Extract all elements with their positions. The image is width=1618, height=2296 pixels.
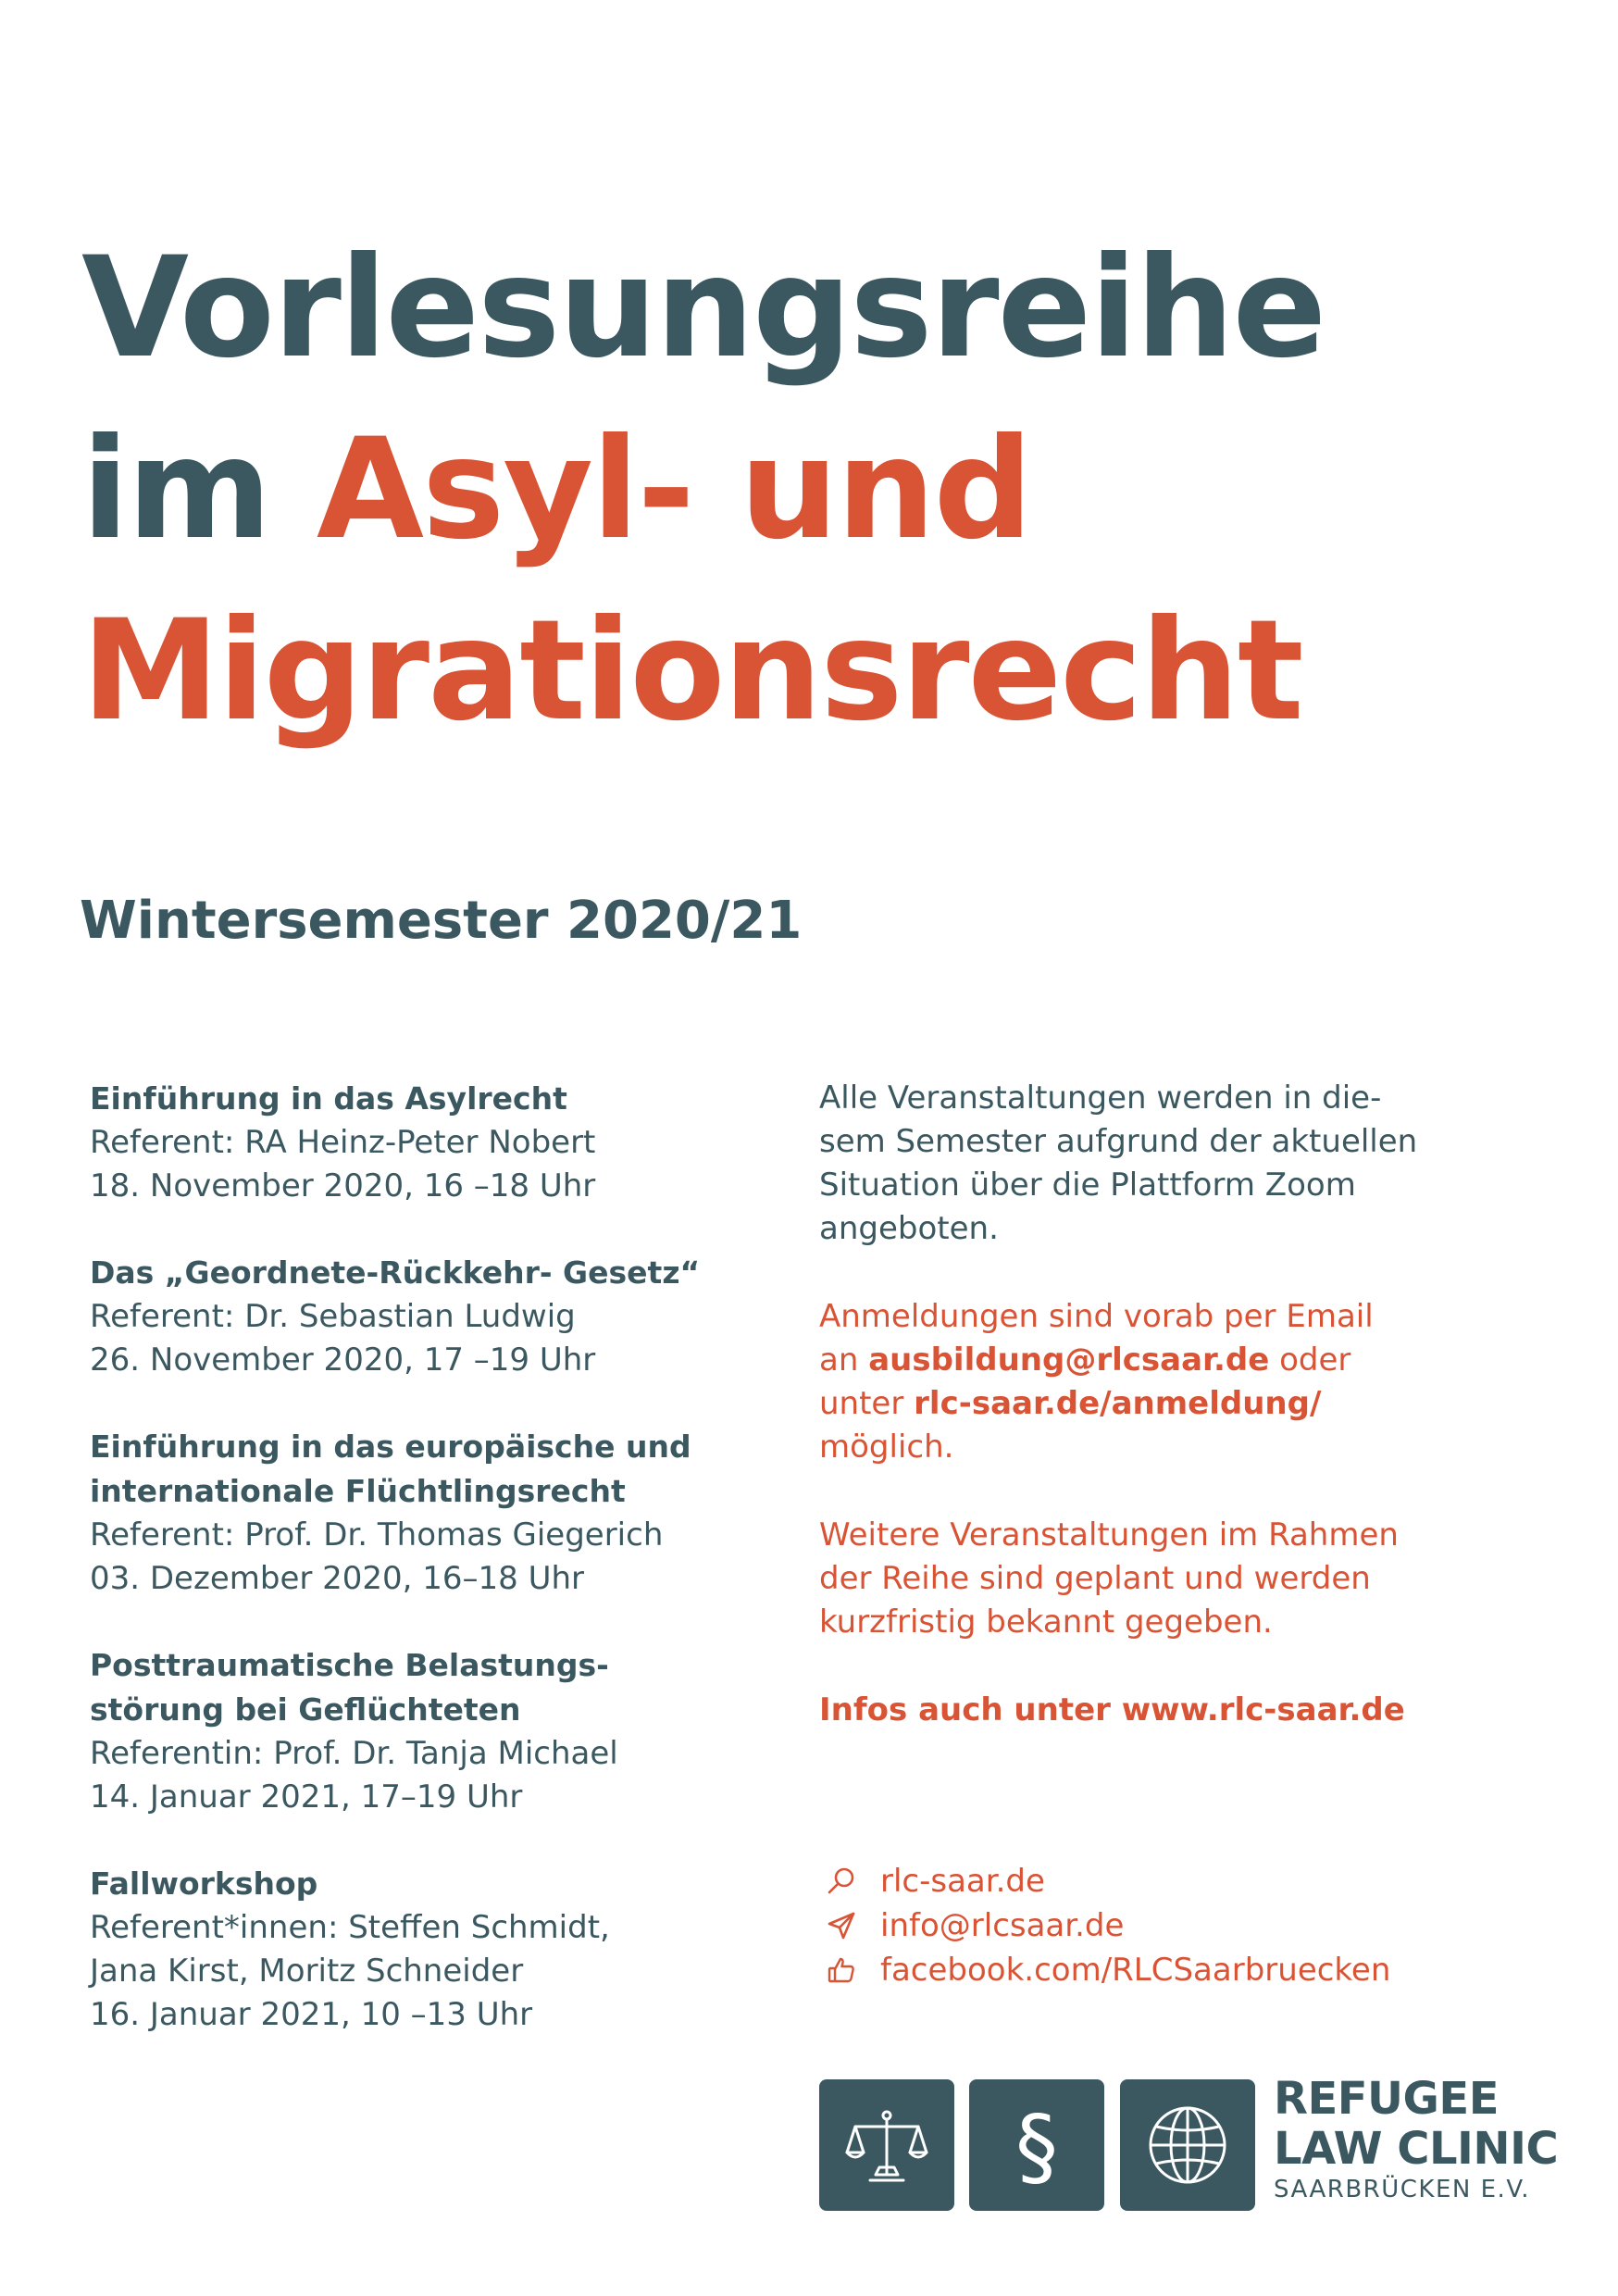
event-title: Das „Geordnete-Rückkehr- Gesetz“ <box>90 1254 701 1291</box>
contact-text: info@rlcsaar.de <box>880 1907 1125 1944</box>
logo-paragraph-tile <box>969 2079 1104 2211</box>
registration-url-link[interactable]: rlc-saar.de/anmeldung/ <box>914 1385 1322 1422</box>
registration-line: Anmeldungen sind vorab per Email <box>819 1298 1374 1335</box>
contact-list <box>827 1859 1390 1992</box>
contact-email[interactable] <box>827 1903 1390 1948</box>
main-title <box>81 218 1325 762</box>
event-item <box>90 1643 756 1819</box>
event-title: störung bei Geflüchteten <box>90 1691 521 1728</box>
title-line-2-dark: im <box>81 409 317 570</box>
info-column <box>819 1077 1560 1777</box>
more-events-line: kurzfristig bekannt gegeben. <box>819 1603 1273 1641</box>
globe-icon <box>1143 2101 1232 2190</box>
zoom-notice-line: Alle Veranstaltungen werden in die- <box>819 1079 1382 1117</box>
event-date: 16. Januar 2021, 10 –13 Uhr <box>90 1996 533 2033</box>
event-item <box>90 1251 756 1382</box>
logo-globe-tile <box>1120 2079 1255 2211</box>
zoom-notice-line: Situation über die Plattform Zoom <box>819 1167 1356 1204</box>
event-speaker: Referent: Dr. Sebastian Ludwig <box>90 1298 576 1335</box>
event-speaker: Referent: RA Heinz-Peter Nobert <box>90 1124 596 1161</box>
logo-line-1: REFUGEE <box>1274 2073 1499 2125</box>
event-item <box>90 1077 756 1208</box>
more-events-line: Weitere Veranstaltungen im Rahmen <box>819 1516 1399 1554</box>
event-speaker: Referent*innen: Steffen Schmidt, <box>90 1909 610 1946</box>
scales-of-justice-icon <box>842 2101 931 2190</box>
event-speaker: Jana Kirst, Moritz Schneider <box>90 1953 524 1990</box>
event-date: 14. Januar 2021, 17–19 Uhr <box>90 1778 523 1816</box>
contact-text: rlc-saar.de <box>880 1863 1045 1900</box>
infos-link[interactable]: Infos auch unter www.rlc-saar.de <box>819 1691 1405 1728</box>
title-line-1: Vorlesungsreihe <box>81 228 1326 389</box>
event-title: Fallworkshop <box>90 1866 318 1902</box>
event-speaker: Referentin: Prof. Dr. Tanja Michael <box>90 1735 618 1772</box>
semester-subtitle: Wintersemester 2020/21 <box>80 891 803 951</box>
zoom-notice-line: sem Semester aufgrund der aktuellen <box>819 1123 1418 1160</box>
contact-facebook[interactable] <box>827 1948 1390 1992</box>
contact-text: facebook.com/RLCSaarbruecken <box>880 1952 1391 1989</box>
registration-prefix: unter <box>819 1385 915 1422</box>
event-title: internationale Flüchtlingsrecht <box>90 1473 626 1509</box>
logo-scales-tile <box>819 2079 954 2211</box>
event-title: Posttraumatische Belastungs- <box>90 1647 609 1683</box>
logo-line-3: SAARBRÜCKEN E.V. <box>1274 2176 1531 2203</box>
paragraph-section-icon <box>992 2094 1081 2196</box>
event-item <box>90 1862 756 2037</box>
event-speaker: Referent: Prof. Dr. Thomas Giegerich <box>90 1516 664 1554</box>
event-date: 03. Dezember 2020, 16–18 Uhr <box>90 1560 585 1597</box>
event-title: Einführung in das europäische und <box>90 1429 691 1465</box>
logo-line-2: LAW CLINIC <box>1274 2123 1559 2175</box>
send-icon <box>827 1911 856 1940</box>
registration-line <box>819 1339 1560 1382</box>
event-list <box>90 1077 756 2079</box>
thumbs-up-icon <box>827 1955 856 1985</box>
event-title: Einführung in das Asylrecht <box>90 1080 567 1117</box>
event-date: 26. November 2020, 17 –19 Uhr <box>90 1341 596 1379</box>
svg-text:§: § <box>1015 2097 1058 2196</box>
event-item <box>90 1425 756 1601</box>
more-events-notice <box>819 1514 1560 1644</box>
registration-email-link[interactable]: ausbildung@rlcsaar.de <box>868 1341 1270 1379</box>
zoom-notice-line: angeboten. <box>819 1210 999 1247</box>
registration-line: möglich. <box>819 1429 954 1466</box>
registration-suffix: oder <box>1269 1341 1351 1379</box>
organization-logo-text <box>1274 2074 1558 2205</box>
search-icon <box>827 1866 856 1896</box>
event-date: 18. November 2020, 16 –18 Uhr <box>90 1167 596 1204</box>
zoom-notice <box>819 1077 1560 1251</box>
title-line-3: Migrationsrecht <box>81 591 1302 752</box>
more-events-line: der Reihe sind geplant und werden <box>819 1560 1371 1597</box>
contact-website[interactable] <box>827 1859 1390 1903</box>
title-line-2-accent: Asyl- und <box>316 409 1031 570</box>
registration-notice <box>819 1295 1560 1469</box>
registration-line <box>819 1382 1560 1426</box>
title-line-2 <box>81 399 1325 580</box>
registration-prefix: an <box>819 1341 869 1379</box>
